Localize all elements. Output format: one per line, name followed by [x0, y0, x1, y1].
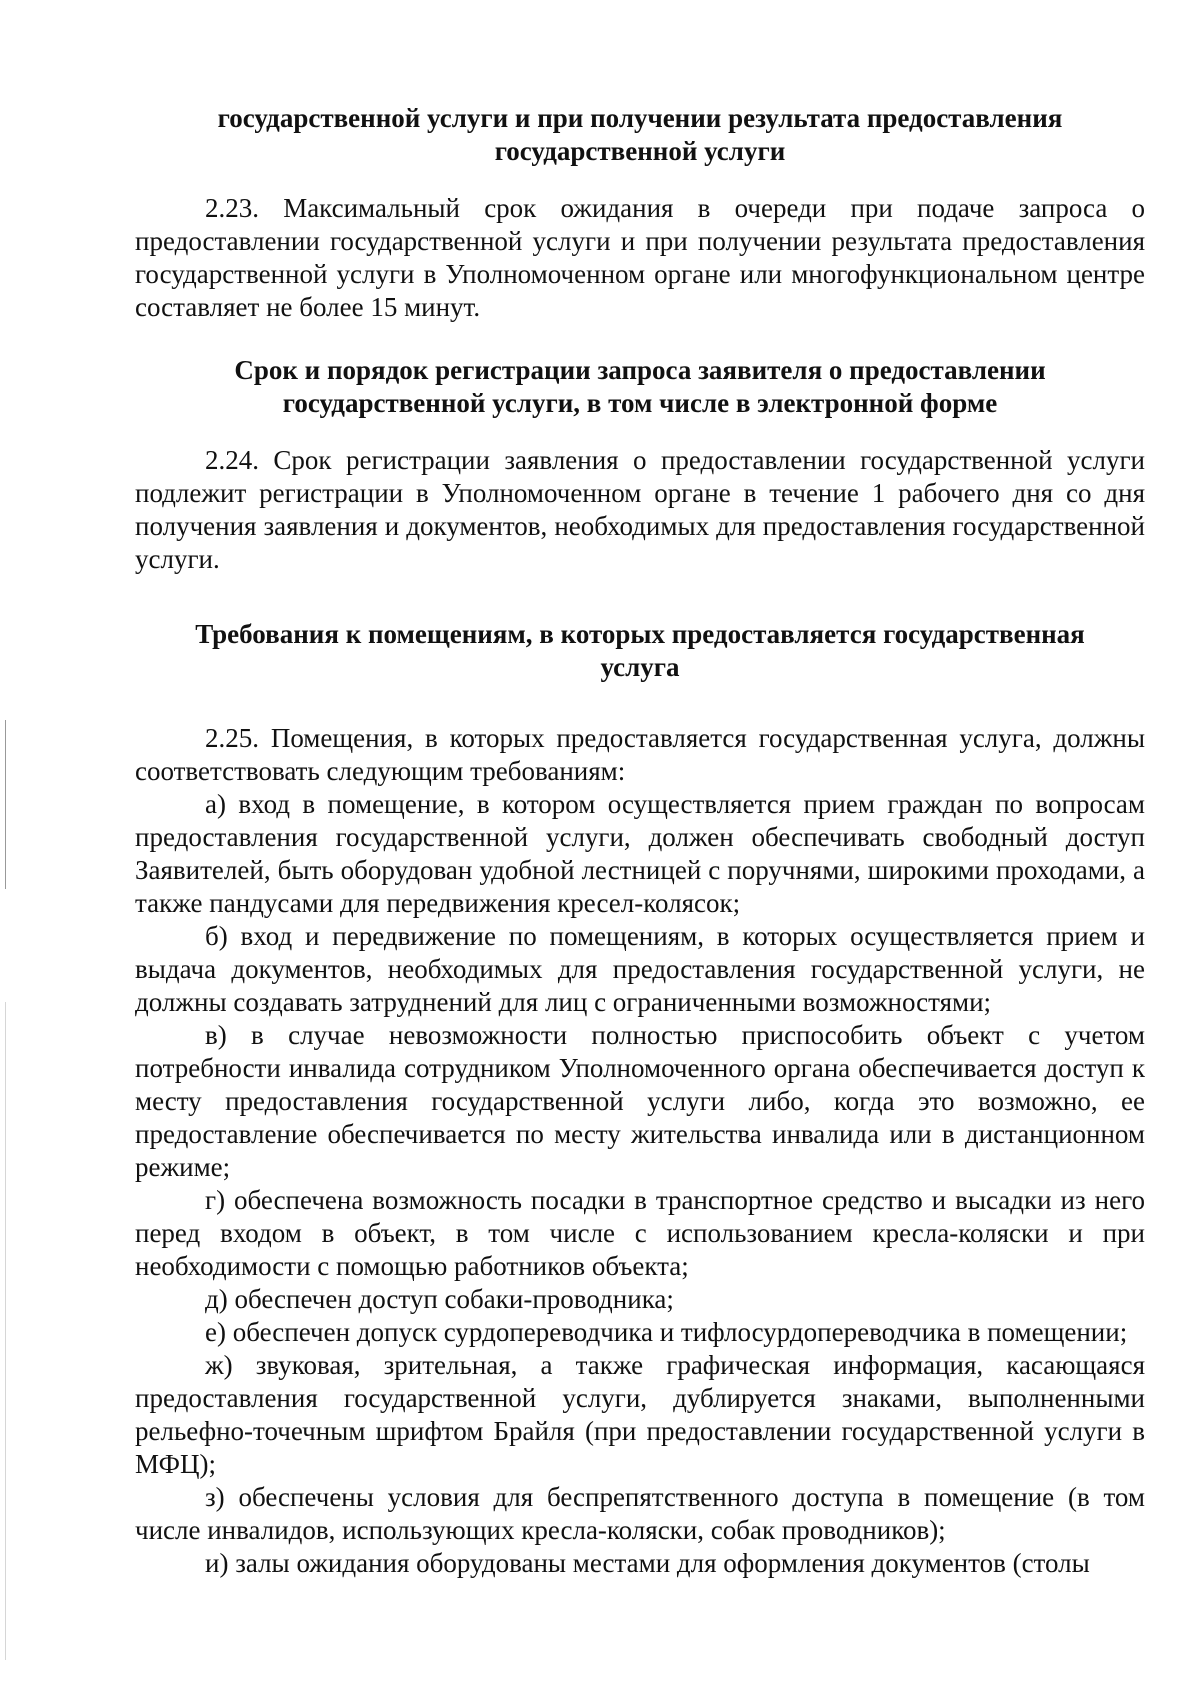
list-item-z: з) обеспечены условия для беспрепятственного доступа в помещение (в том числе инвалидов, использующих кресла-коляски, собак проводников); — [135, 1482, 1145, 1545]
list-item-g: г) обеспечена возможность посадки в транспортное средство и высадки из него перед входом в объект, в том числе с использованием кресла-коляски и при необходимости с помощью работников объекта; — [135, 1185, 1145, 1281]
list-item-i: и) залы ожидания оборудованы местами для оформления документов (столы — [205, 1548, 1090, 1578]
list-item-b: б) вход и передвижение по помещениям, в которых осуществляется прием и выдача документов, необходимых для предоставления государственной услуги, не должны создавать затруднений для лиц с ограниченными возможностями; — [135, 921, 1145, 1017]
list-item-a: а) вход в помещение, в котором осуществляется прием граждан по вопросам предоставления государственной услуги, должен обеспечивать свободный доступ Заявителей, быть оборудован удобной лестницей с поручнями, широкими проходами, а также пандусами для передвижения кресел-колясок; — [135, 789, 1145, 918]
list-item-v: в) в случае невозможности полностью приспособить объект с учетом потребности инвалида сотрудником Уполномоченного органа обеспечивается доступ к месту предоставления государственной услуги либо, когда это возможно, ее предоставление обеспечивается по месту жительства инвалида или в дистанционном режиме; — [135, 1020, 1145, 1182]
paragraph-2-23: 2.23. Максимальный срок ожидания в очереди при подаче запроса о предоставлении государственной услуги и при получении результата предоставления государственной услуги в Уполномоченном органе или многофункциональном центре составляет не более 15 минут. — [135, 193, 1145, 322]
paragraph-2-25: 2.25. Помещения, в которых предоставляется государственная услуга, должны соответствовать следующим требованиям: — [135, 723, 1145, 786]
section-heading-continuation: государственной услуги и при получении результата предоставления государственной услуги — [217, 103, 1063, 166]
section-heading-premises: Требования к помещениям, в которых предоставляется государственная услуга — [195, 619, 1085, 682]
paragraph-2-24: 2.24. Срок регистрации заявления о предоставлении государственной услуги подлежит регистрации в Уполномоченном органе в течение 1 рабочего дня со дня получения заявления и документов, необходимых для предоставления государственной услуги. — [135, 445, 1145, 574]
list-item-zh: ж) звуковая, зрительная, а также графическая информация, касающаяся предоставления государственной услуги, дублируется знаками, выполненными рельефно-точечным шрифтом Брайля (при предоставлении государственной услуги в МФЦ); — [135, 1350, 1145, 1479]
document-body — [135, 102, 1145, 1580]
scan-artifact-line — [5, 720, 6, 1660]
list-item-d: д) обеспечен доступ собаки-проводника; — [205, 1284, 674, 1314]
list-item-e: е) обеспечен допуск сурдопереводчика и тифлосурдопереводчика в помещении; — [205, 1317, 1128, 1347]
section-heading-registration: Срок и порядок регистрации запроса заявителя о предоставлении государственной услуги, в том числе в электронной форме — [234, 355, 1046, 418]
